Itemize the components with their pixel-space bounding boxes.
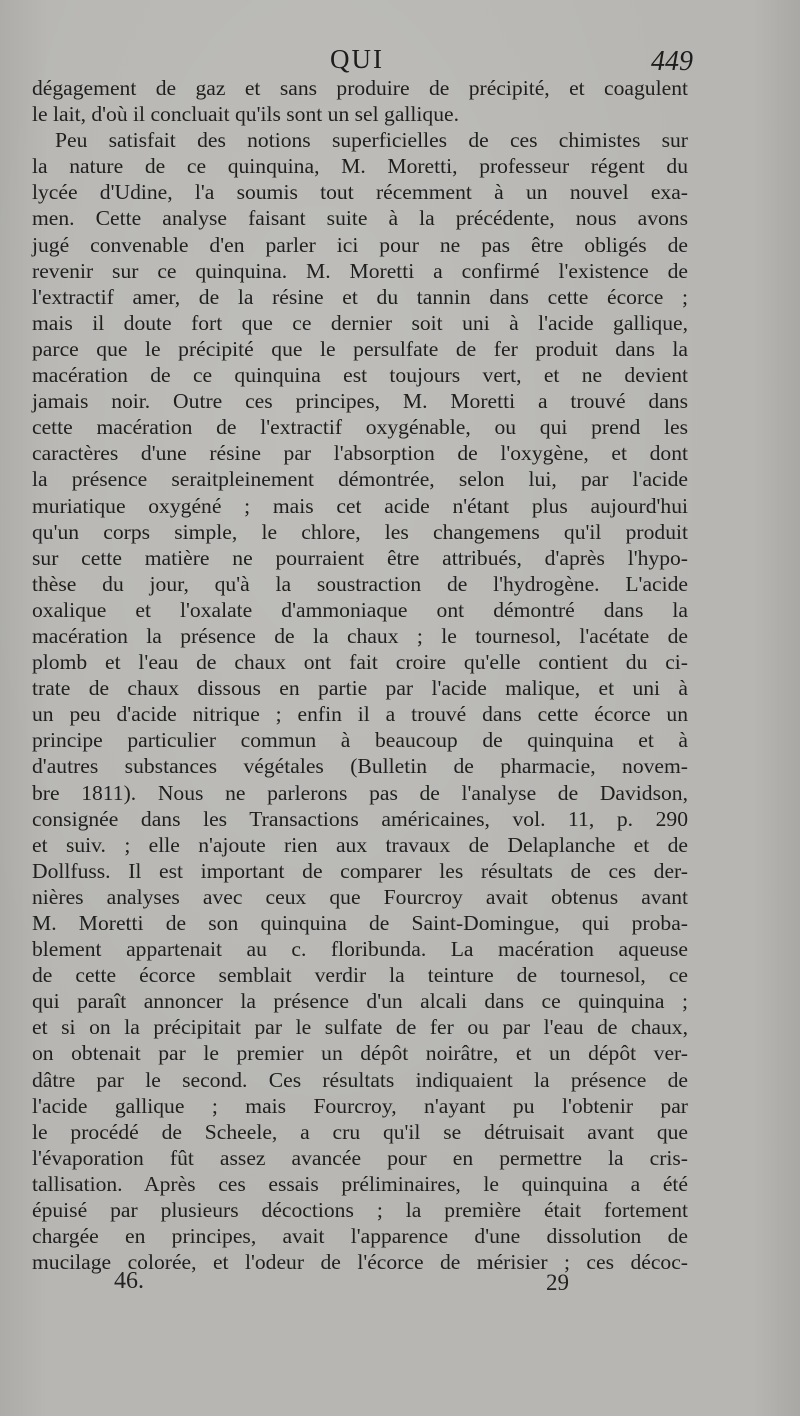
page-number: 449 (651, 46, 693, 77)
running-head-title: QUI (330, 44, 384, 74)
text-line: qu'un corps simple, le chlore, les changemens qu'il produit (32, 519, 688, 544)
text-line: la nature de ce quinquina, M. Moretti, professeur régent du (32, 154, 688, 179)
text-line: revenir sur ce quinquina. M. Moretti a confirmé l'existence de (32, 258, 688, 283)
text-line: muriatique oxygéné ; mais cet acide n'étant plus aujourd'hui (32, 493, 688, 518)
text-line: l'acide gallique ; mais Fourcroy, n'ayant pu l'obtenir par (32, 1093, 688, 1118)
text-line: thèse du jour, qu'à la soustraction de l'hydrogène. L'acide (32, 571, 688, 596)
text-line: qui paraît annoncer la présence d'un alcali dans ce quinquina ; (32, 989, 688, 1014)
text-line: caractères d'une résine par l'absorption de l'oxygène, et dont (32, 441, 688, 466)
sheet-number: 29 (546, 1270, 569, 1295)
text-line: parce que le précipité que le persulfate de fer produit dans la (32, 336, 688, 361)
text-line: un peu d'acide nitrique ; enfin il a trouvé dans cette écorce un (32, 702, 688, 727)
text-line: mucilage colorée, et l'odeur de l'écorce de mérisier ; ces décoc- (32, 1250, 688, 1275)
text-line: cette macération de l'extractif oxygénable, ou qui prend les (32, 415, 688, 440)
text-line: jamais noir. Outre ces principes, M. Moretti a trouvé dans (32, 389, 688, 414)
text-line: sur cette matière ne pourraient être attribués, d'après l'hypo- (32, 545, 688, 570)
text-line: d'autres substances végétales (Bulletin de pharmacie, novem- (32, 754, 688, 779)
text-line: macération de ce quinquina est toujours vert, et ne devient (32, 363, 688, 388)
text-line: blement appartenait au c. floribunda. La macération aqueuse (32, 937, 688, 962)
text-line: chargée en principes, avait l'apparence d'une dissolution de (32, 1224, 688, 1249)
text-line: l'évaporation fût assez avancée pour en permettre la cris- (32, 1145, 688, 1170)
text-line: oxalique et l'oxalate d'ammoniaque ont démontré dans la (32, 597, 688, 622)
text-line: le lait, d'où il concluait qu'ils sont un sel gallique. (32, 102, 459, 127)
text-line: dâtre par le second. Ces résultats indiquaient la présence de (32, 1067, 688, 1092)
text-line: nières analyses avec ceux que Fourcroy avait obtenus avant (32, 884, 688, 909)
text-line: consignée dans les Transactions américaines, vol. 11, p. 290 (32, 806, 688, 831)
text-line: trate de chaux dissous en partie par l'acide malique, et uni à (32, 676, 688, 701)
text-line: épuisé par plusieurs décoctions ; la première était fortement (32, 1198, 688, 1223)
text-line: la présence seraitpleinement démontrée, selon lui, par l'acide (32, 467, 688, 492)
text-line: principe particulier commun à beaucoup de quinquina et à (32, 728, 688, 753)
text-line: de cette écorce semblait verdir la teinture de tournesol, ce (32, 963, 688, 988)
text-line: jugé convenable d'en parler ici pour ne pas être obligés de (32, 232, 688, 257)
signature-mark: 46. (114, 1268, 144, 1294)
text-line: Dollfuss. Il est important de comparer les résultats de ces der- (32, 858, 688, 883)
text-line: on obtenait par le premier un dépôt noirâtre, et un dépôt ver- (32, 1041, 688, 1066)
body-text (32, 75, 688, 1275)
text-line: lycée d'Udine, l'a soumis tout récemment à un nouvel exa- (32, 180, 688, 205)
text-line: l'extractif amer, de la résine et du tannin dans cette écorce ; (32, 284, 688, 309)
text-line: Peu satisfait des notions superficielles de ces chimistes sur (55, 128, 688, 153)
text-line: et suiv. ; elle n'ajoute rien aux travaux de Delaplanche et de (32, 832, 688, 857)
text-line: et si on la précipitait par le sulfate de fer ou par l'eau de chaux, (32, 1015, 688, 1040)
text-line: mais il doute fort que ce dernier soit uni à l'acide gallique, (32, 310, 688, 335)
text-line: dégagement de gaz et sans produire de précipité, et coagulent (32, 76, 688, 100)
text-line: le procédé de Scheele, a cru qu'il se détruisait avant que (32, 1119, 688, 1144)
text-line: macération la présence de la chaux ; le tournesol, l'acétate de (32, 623, 688, 648)
text-line: men. Cette analyse faisant suite à la précédente, nous avons (32, 206, 688, 231)
text-line: plomb et l'eau de chaux ont fait croire qu'elle contient du ci- (32, 650, 688, 675)
text-line: M. Moretti de son quinquina de Saint-Domingue, qui proba- (32, 911, 688, 935)
page-footer (0, 1268, 800, 1308)
text-line: tallisation. Après ces essais préliminaires, le quinquina a été (32, 1171, 688, 1196)
text-line: bre 1811). Nous ne parlerons pas de l'analyse de Davidson, (32, 780, 688, 805)
